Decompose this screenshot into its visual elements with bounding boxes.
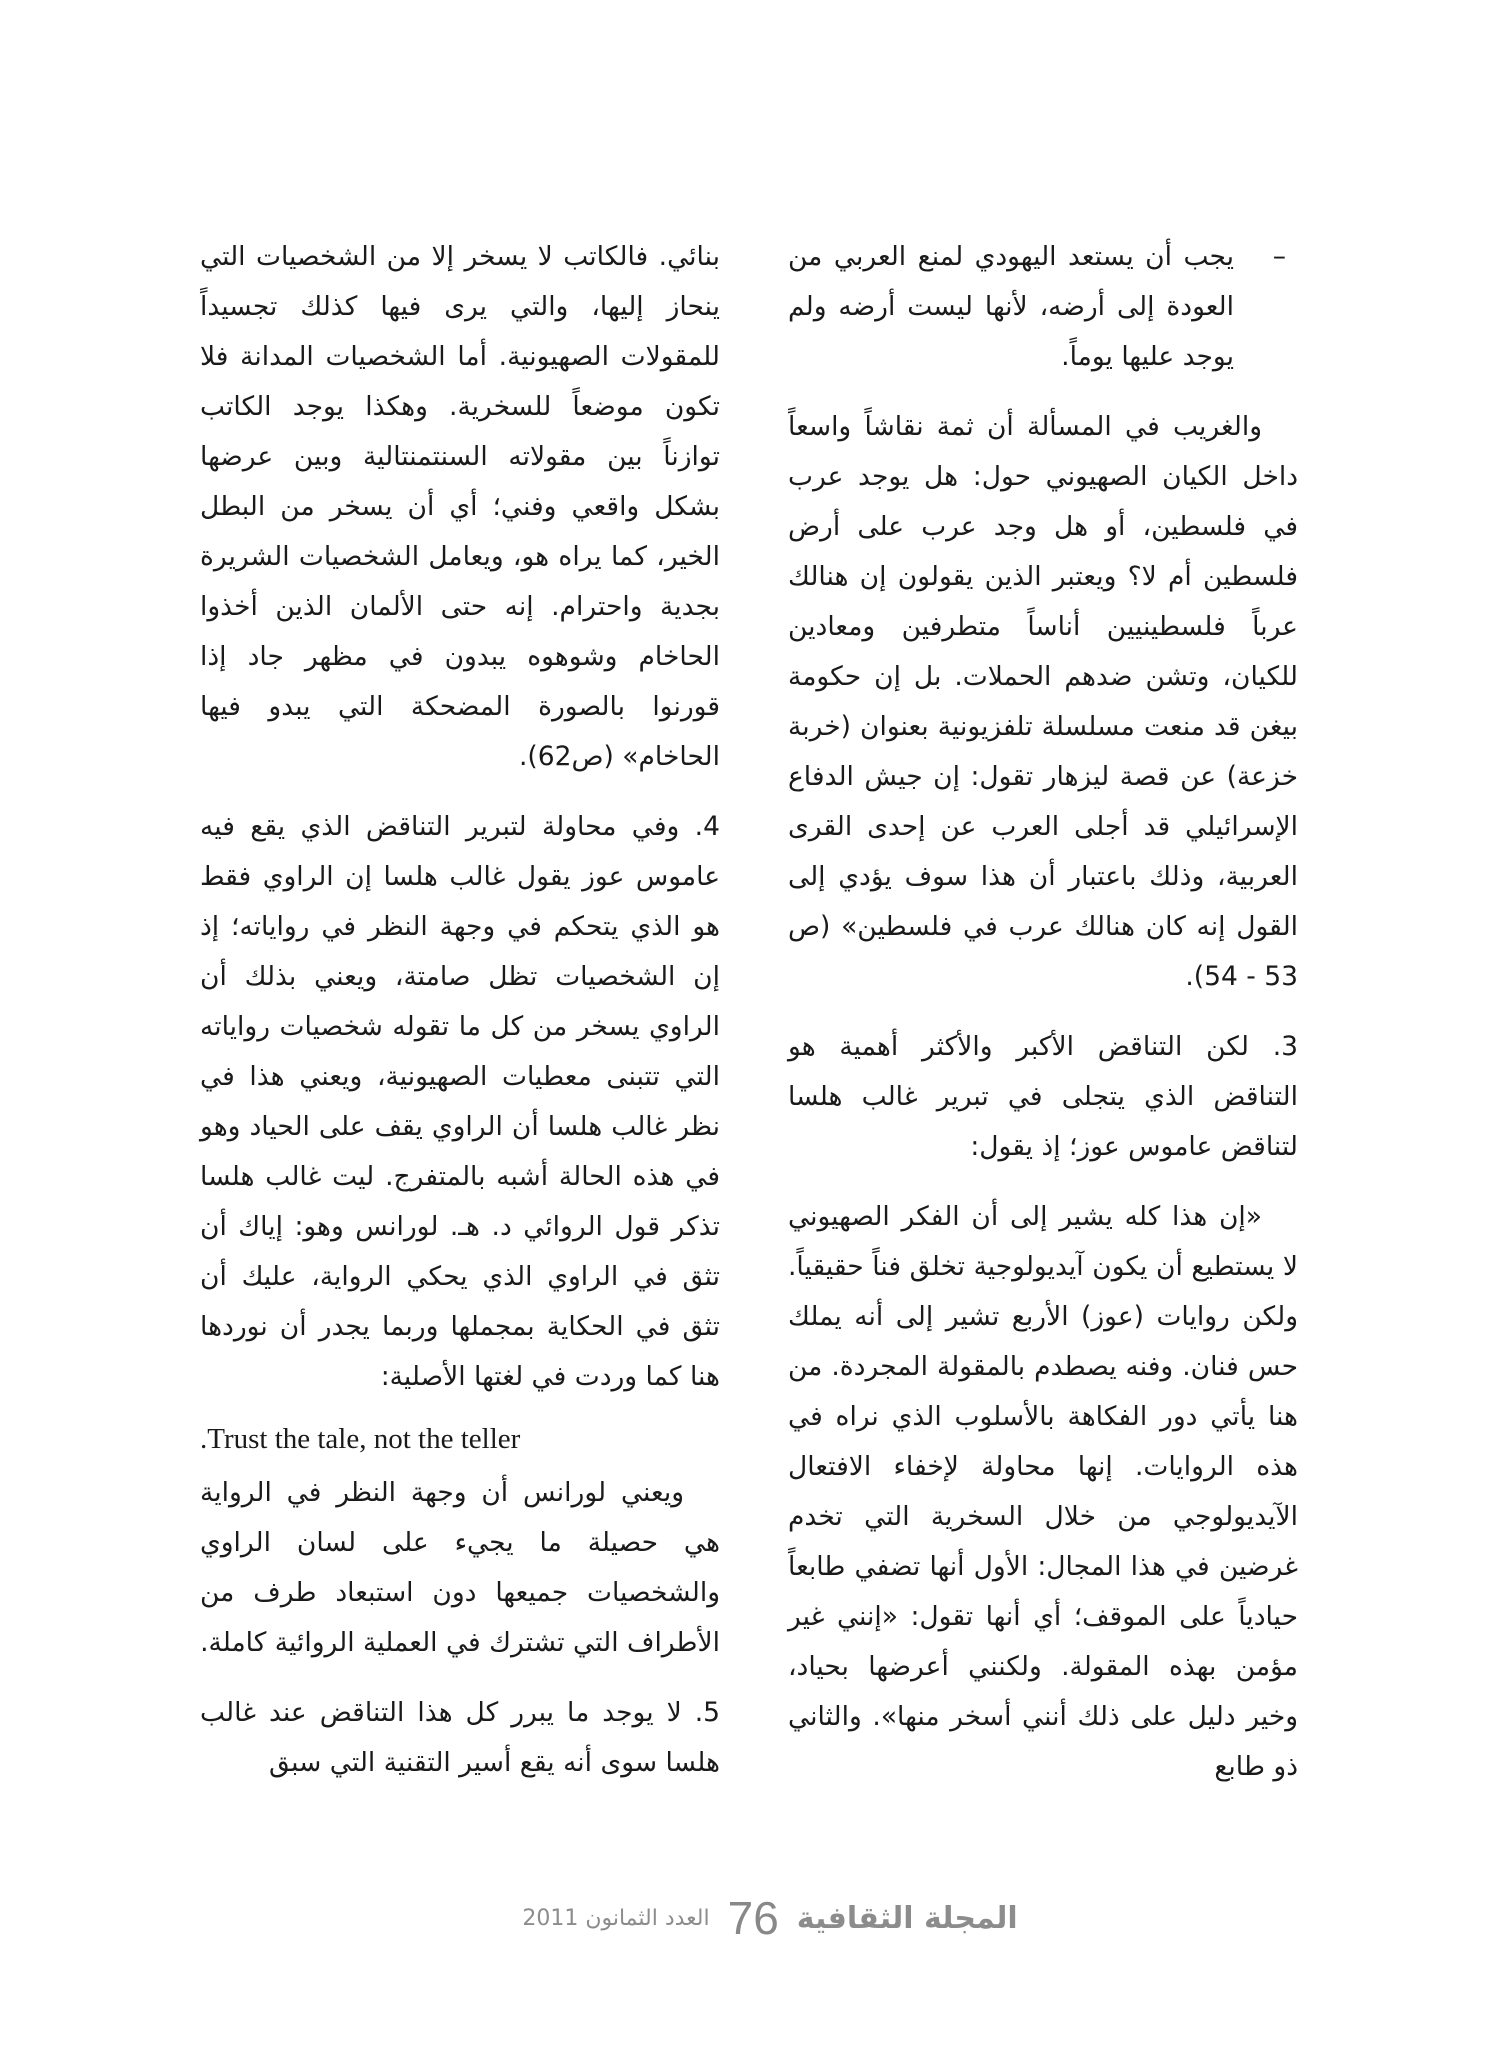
page-footer: [440, 1888, 1100, 1948]
right-column: [788, 232, 1298, 1812]
english-quote: .Trust the tale, not the teller: [200, 1423, 521, 1455]
magazine-name: المجلة الثقافية: [796, 1900, 1018, 1936]
left-paragraph-1: بنائي. فالكاتب لا يسخر إلا من الشخصيات التي ينحاز إليها، والتي يرى فيها كذلك تجسيداً للمقولات الصهيونية. أما الشخصيات المدانة فلا تكون موضعاً للسخرية. وهكذا يوجد الكاتب توازناً بين مقولاته السنتمنتالية وبين عرضها بشكل واقعي وفني؛ أي أن يسخر من البطل الخير، كما يراه هو، ويعامل الشخصيات الشريرة بجدية واحترام. إنه حتى الألمان الذين أخذوا الحاخام وشوهوه يبدون في مظهر جاد إذا قورنوا بالصورة المضحكة التي يبدو فيها الحاخام» (ص62).: [200, 241, 720, 772]
left-paragraph-4: 5. لا يوجد ما يبرر كل هذا التناقض عند غالب هلسا سوى أنه يقع أسير التقنية التي سبق: [200, 1697, 720, 1778]
left-paragraph-3: ويعني لورانس أن وجهة النظر في الرواية هي حصيلة ما يجيء على لسان الراوي والشخصيات جميعها دون استبعاد طرف من الأطراف التي تشترك في العملية الروائية كاملة.: [200, 1477, 720, 1658]
left-column: [200, 232, 720, 1808]
bullet-dash: –: [1272, 241, 1286, 272]
bullet-text: يجب أن يستعد اليهودي لمنع العربي من العودة إلى أرضه، لأنها ليست أرضه ولم يوجد عليها يوماً.: [788, 241, 1234, 372]
issue-label: العدد الثمانون 2011: [522, 1905, 710, 1931]
page-number: 76: [727, 1892, 779, 1944]
bullet-paragraph: [788, 232, 1298, 382]
right-paragraph-2: 3. لكن التناقض الأكبر والأكثر أهمية هو التناقض الذي يتجلى في تبرير غالب هلسا لتناقض عاموس عوز؛ إذ يقول:: [788, 1031, 1298, 1162]
right-paragraph-3: «إن هذا كله يشير إلى أن الفكر الصهيوني لا يستطيع أن يكون آيديولوجية تخلق فناً حقيقياً. ولكن روايات (عوز) الأربع تشير إلى أنه يملك حس فنان. وفنه يصطدم بالمقولة المجردة. من هنا يأتي دور الفكاهة بالأسلوب الذي نراه في هذه الروايات. إنها محاولة لإخفاء الافتعال الآيديولوجي من خلال السخرية التي تخدم غرضين في هذا المجال: الأول أنها تضفي طابعاً حيادياً على الموقف؛ أي أنها تقول: «إنني غير مؤمن بهذه المقولة. ولكنني أعرضها بحياد، وخير دليل على ذلك أنني أسخر منها». والثاني ذو طابع: [788, 1201, 1298, 1782]
left-paragraph-2: 4. وفي محاولة لتبرير التناقض الذي يقع فيه عاموس عوز يقول غالب هلسا إن الراوي فقط هو الذي يتحكم في وجهة النظر في رواياته؛ إذ إن الشخصيات تظل صامتة، ويعني بذلك أن الراوي يسخر من كل ما تقوله شخصيات رواياته التي تتبنى معطيات الصهيونية، ويعني هذا في نظر غالب هلسا أن الراوي يقف على الحياد وهو في هذه الحالة أشبه بالمتفرج. ليت غالب هلسا تذكر قول الروائي د. هـ. لورانس وهو: إياك أن تثق في الراوي الذي يحكي الرواية، عليك أن تثق في الحكاية بمجملها وربما يجدر أن نوردها هنا كما وردت في لغتها الأصلية:: [200, 811, 720, 1392]
right-paragraph-1: والغريب في المسألة أن ثمة نقاشاً واسعاً داخل الكيان الصهيوني حول: هل يوجد عرب في فلسطين، أو هل وجد عرب على أرض فلسطين أم لا؟ ويعتبر الذين يقولون إن هنالك عرباً فلسطينيين أناساً متطرفين ومعادين للكيان، وتشن ضدهم الحملات. بل إن حكومة بيغن قد منعت مسلسلة تلفزيونية بعنوان (خربة خزعة) عن قصة ليزهار تقول: إن جيش الدفاع الإسرائيلي قد أجلى العرب عن إحدى القرى العربية، وذلك باعتبار أن هذا سوف يؤدي إلى القول إنه كان هنالك عرب في فلسطين» (ص 53 - 54).: [788, 411, 1298, 992]
